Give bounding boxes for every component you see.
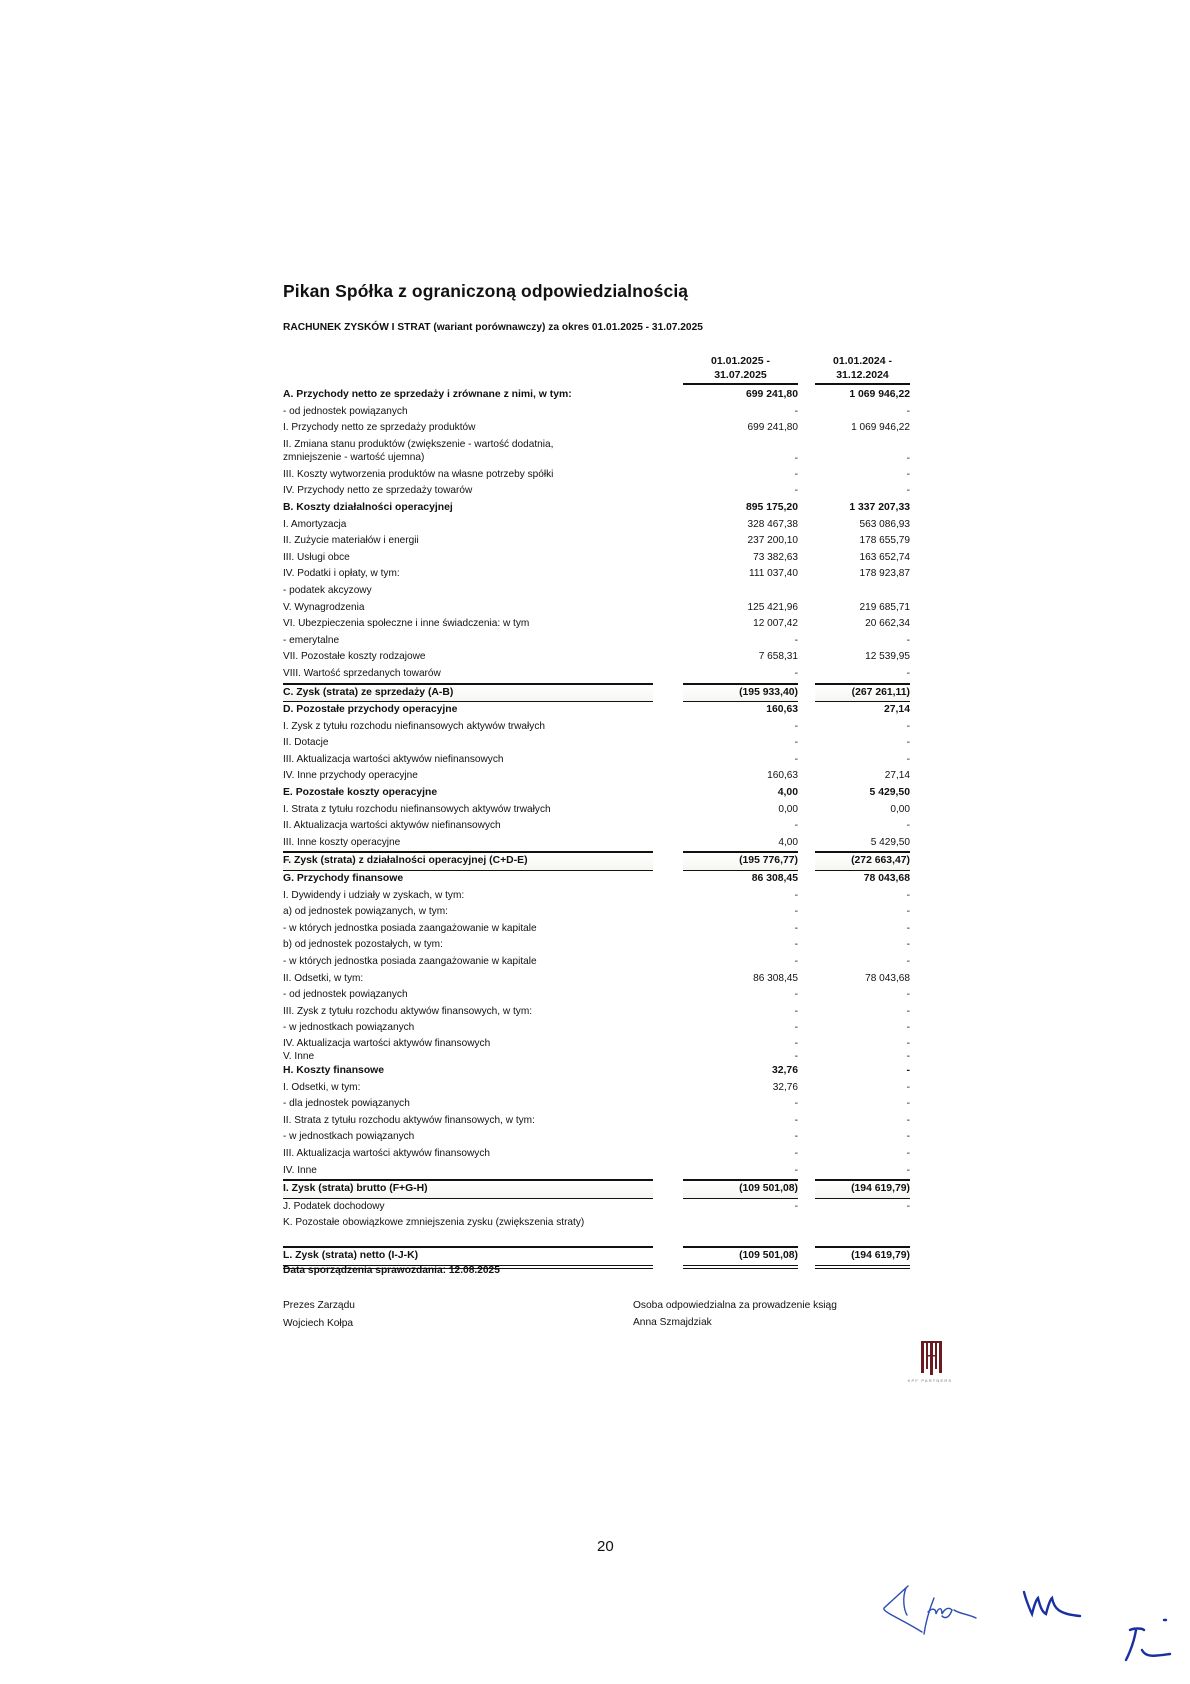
- value-2024: 20 662,34: [865, 618, 910, 630]
- row-label: G. Przychody finansowe: [283, 873, 404, 885]
- signatory-right-name: Anna Szmajdziak: [633, 1317, 712, 1328]
- value-2024: -: [906, 452, 910, 464]
- value-2024: (194 619,79): [851, 1249, 910, 1261]
- table-row: [283, 1163, 910, 1180]
- row-label: - w jednostkach powiązanych: [283, 1131, 415, 1143]
- value-2025: -: [794, 468, 798, 480]
- column-header-2024-line1: 01.01.2024 -: [833, 355, 892, 367]
- value-2025: 7 658,31: [758, 651, 798, 663]
- table-row: [283, 702, 910, 719]
- table-row: [283, 550, 910, 567]
- subtotal-row: [283, 851, 910, 871]
- row-label: C. Zysk (strata) ze sprzedaży (A-B): [283, 686, 454, 698]
- value-2024: -: [906, 1037, 910, 1049]
- statement-rows: [283, 387, 910, 1269]
- row-label: VI. Ubezpieczenia społeczne i inne świadczenia: w tym: [283, 618, 530, 630]
- value-2024: -: [906, 1081, 910, 1093]
- table-row: [283, 719, 910, 736]
- table-row: [283, 818, 910, 835]
- row-label: III. Usługi obce: [283, 551, 350, 563]
- table-row: [283, 971, 910, 988]
- value-2025: -: [794, 737, 798, 749]
- table-row: [283, 483, 910, 500]
- row-label: I. Zysk (strata) brutto (F+G-H): [283, 1183, 428, 1195]
- value-2024: -: [906, 906, 910, 918]
- value-2025: -: [794, 720, 798, 732]
- value-2024: 5 429,50: [869, 787, 910, 799]
- row-label: I. Zysk z tytułu rozchodu niefinansowych aktywów trwałych: [283, 720, 545, 732]
- row-label: I. Strata z tytułu rozchodu niefinansowych aktywów trwałych: [283, 803, 551, 815]
- value-2025: 699 241,80: [745, 389, 798, 400]
- row-label: B. Koszty działalności operacyjnej: [283, 501, 453, 513]
- value-2024: 219 685,71: [859, 601, 910, 613]
- row-label: II. Strata z tytułu rozchodu aktywów finansowych, w tym:: [283, 1114, 535, 1126]
- column-header-2025: [683, 354, 798, 385]
- table-row: [283, 533, 910, 550]
- value-2024: 78 043,68: [863, 873, 910, 885]
- value-2025: -: [794, 939, 798, 951]
- value-2024: (272 663,47): [851, 855, 910, 867]
- row-label: H. Koszty finansowe: [283, 1064, 385, 1076]
- value-2025: 111 037,40: [748, 568, 798, 580]
- value-2025: 237 200,10: [747, 535, 798, 547]
- row-label: D. Pozostałe przychody operacyjne: [283, 704, 458, 716]
- value-2024: -: [906, 1200, 910, 1212]
- value-2025: -: [794, 634, 798, 646]
- value-2024: -: [906, 956, 910, 967]
- row-label: I. Przychody netto ze sprzedaży produktów: [283, 422, 476, 434]
- row-label: - od jednostek powiązanych: [283, 405, 408, 417]
- row-label: IV. Aktualizacja wartości aktywów finansowych: [283, 1037, 491, 1049]
- row-label: II. Zmiana stanu produktów (zwiększenie - wartość dodatnia, zmniejszenie - wartość ujemna): [283, 438, 554, 463]
- value-2025: 12 007,42: [753, 618, 798, 630]
- table-row: [283, 921, 910, 938]
- value-2024: -: [906, 468, 910, 480]
- kpf-partners-logo: [905, 1340, 955, 1388]
- value-2024: 12 539,95: [865, 651, 910, 663]
- value-2024: 1 337 207,33: [849, 501, 910, 513]
- value-2025: 86 308,45: [753, 972, 798, 984]
- table-row: [283, 666, 910, 683]
- table-row: [283, 616, 910, 633]
- value-2025: (195 933,40): [739, 686, 798, 698]
- table-row: [283, 566, 910, 583]
- value-2024: 27,14: [884, 770, 910, 782]
- row-label: III. Koszty wytworzenia produktów na własne potrzeby spółki: [283, 468, 554, 480]
- value-2025: -: [794, 906, 798, 918]
- value-2024: 5 429,50: [870, 836, 910, 848]
- table-row: [283, 600, 910, 617]
- value-2024: 0,00: [890, 803, 910, 815]
- row-label: II. Dotacje: [283, 737, 329, 749]
- table-row: [283, 785, 910, 802]
- table-row: [283, 904, 910, 921]
- row-label: VII. Pozostałe koszty rodzajowe: [283, 651, 426, 663]
- row-label: V. Wynagrodzenia: [283, 601, 365, 613]
- value-2025: 160,63: [767, 770, 798, 782]
- value-2024: -: [906, 922, 910, 934]
- table-row: [283, 1020, 910, 1037]
- value-2025: -: [794, 1098, 798, 1110]
- row-label: IV. Podatki i opłaty, w tym:: [283, 568, 400, 580]
- value-2025: 699 241,80: [747, 422, 798, 434]
- value-2025: -: [794, 753, 798, 765]
- value-2025: -: [794, 1037, 798, 1049]
- subtotal-row: [283, 1179, 910, 1199]
- row-label: III. Zysk z tytułu rozchodu aktywów finansowych, w tym:: [283, 1005, 533, 1017]
- company-name: Pikan Spółka z ograniczoną odpowiedzialnością: [283, 281, 689, 301]
- value-2025: -: [794, 989, 798, 1001]
- row-label: K. Pozostałe obowiązkowe zmniejszenia zysku (zwiększenia straty): [283, 1217, 585, 1229]
- column-header-2025-line1: 01.01.2025 -: [711, 355, 770, 367]
- value-2024: 1 069 946,22: [849, 389, 910, 400]
- spacer: [283, 1232, 910, 1246]
- row-label: IV. Inne przychody operacyjne: [283, 770, 418, 782]
- table-row: [283, 1063, 910, 1080]
- subtotal-row: [283, 683, 910, 703]
- value-2025: (195 776,77): [739, 855, 798, 867]
- table-row: [283, 517, 910, 534]
- value-2024: 163 652,74: [859, 551, 910, 563]
- value-2024: -: [906, 989, 910, 1001]
- table-row: [283, 1050, 910, 1063]
- row-label: - dla jednostek powiązanych: [283, 1098, 410, 1110]
- table-row: [283, 1129, 910, 1146]
- value-2024: (267 261,11): [851, 686, 910, 698]
- value-2024: -: [906, 667, 910, 679]
- value-2025: -: [794, 1200, 798, 1212]
- row-label: III. Aktualizacja wartości aktywów finansowych: [283, 1147, 491, 1159]
- value-2024: 563 086,93: [859, 518, 910, 530]
- row-label: IV. Inne: [283, 1164, 317, 1176]
- value-2025: -: [794, 1005, 798, 1017]
- table-row: [283, 633, 910, 650]
- table-row: [283, 1004, 910, 1021]
- value-2024: -: [906, 1131, 910, 1143]
- row-label: V. Inne: [283, 1050, 315, 1062]
- row-label: I. Amortyzacja: [283, 518, 347, 530]
- row-label: III. Inne koszty operacyjne: [283, 836, 401, 848]
- page-number: 20: [597, 1538, 614, 1555]
- value-2024: -: [906, 1022, 910, 1034]
- value-2024: -: [906, 820, 910, 832]
- row-label: E. Pozostałe koszty operacyjne: [283, 787, 438, 799]
- row-label: b) od jednostek pozostałych, w tym:: [283, 939, 443, 951]
- table-row: [283, 1215, 910, 1232]
- signatory-left-role: Prezes Zarządu: [283, 1300, 355, 1311]
- row-label: - emerytalne: [283, 634, 340, 646]
- table-row: [283, 871, 910, 888]
- value-2025: 32,76: [771, 1064, 798, 1076]
- table-row: [283, 1080, 910, 1097]
- table-row: [283, 1113, 910, 1130]
- value-2024: -: [906, 1064, 910, 1076]
- row-label: I. Odsetki, w tym:: [283, 1081, 361, 1093]
- signatory-left-name: Wojciech Kołpa: [283, 1318, 354, 1329]
- value-2025: -: [794, 405, 798, 417]
- value-2025: 160,63: [766, 704, 798, 716]
- row-label: A. Przychody netto ze sprzedaży i zrównane z nimi, w tym:: [283, 389, 572, 400]
- value-2025: 895 175,20: [745, 501, 798, 513]
- value-2025: -: [794, 1050, 798, 1062]
- table-row: [283, 835, 910, 852]
- logo-mark-icon: [905, 1340, 955, 1376]
- statement-title: RACHUNEK ZYSKÓW I STRAT (wariant porównawczy) za okres 01.01.2025 - 31.07.2025: [283, 322, 703, 333]
- table-row: [283, 437, 910, 467]
- table-row: [283, 387, 910, 404]
- table-row: [283, 404, 910, 421]
- table-row: [283, 420, 910, 437]
- table-row: [283, 467, 910, 484]
- row-label: - w których jednostka posiada zaangażowanie w kapitale: [283, 956, 537, 967]
- value-2025: -: [794, 820, 798, 832]
- value-2024: 178 655,79: [859, 535, 910, 547]
- value-2024: -: [906, 939, 910, 951]
- logo-text: KPF PARTNERS: [907, 1378, 953, 1383]
- table-row: [283, 937, 910, 954]
- value-2025: 328 467,38: [747, 518, 798, 530]
- row-label: I. Dywidendy i udziały w zyskach, w tym:: [283, 889, 465, 901]
- table-row: [283, 1096, 910, 1113]
- value-2024: -: [906, 737, 910, 749]
- value-2025: (109 501,08): [739, 1183, 798, 1195]
- table-row: [283, 1037, 910, 1050]
- value-2024: -: [906, 1114, 910, 1126]
- value-2024: -: [906, 405, 910, 417]
- value-2025: 0,00: [778, 803, 798, 815]
- table-row: [283, 735, 910, 752]
- table-row: [283, 888, 910, 905]
- value-2025: 86 308,45: [751, 873, 798, 885]
- table-row: [283, 649, 910, 666]
- column-header-2024: [815, 354, 910, 385]
- table-row: [283, 1199, 910, 1216]
- row-label: II. Aktualizacja wartości aktywów niefinansowych: [283, 820, 501, 832]
- value-2024: 1 069 946,22: [851, 422, 910, 434]
- table-row: [283, 583, 910, 600]
- value-2025: 125 421,96: [747, 601, 798, 613]
- value-2025: -: [794, 667, 798, 679]
- report-date: Data sporządzenia sprawozdania: 12.08.2025: [283, 1265, 500, 1276]
- table-row: [283, 802, 910, 819]
- table-row: [283, 954, 910, 971]
- value-2025: -: [794, 1131, 798, 1143]
- value-2024: -: [906, 634, 910, 646]
- table-row: [283, 768, 910, 785]
- row-label: L. Zysk (strata) netto (I-J-K): [283, 1249, 419, 1261]
- value-2025: 32,76: [772, 1081, 798, 1093]
- row-label: - podatek akcyzowy: [283, 584, 372, 596]
- row-label: - od jednostek powiązanych: [283, 989, 408, 1001]
- row-label: J. Podatek dochodowy: [283, 1200, 385, 1212]
- value-2025: -: [794, 922, 798, 934]
- value-2024: -: [906, 753, 910, 765]
- row-label: II. Odsetki, w tym:: [283, 972, 364, 984]
- value-2025: -: [794, 485, 798, 497]
- value-2024: -: [906, 1098, 910, 1110]
- table-row: [283, 987, 910, 1004]
- value-2025: 73 382,63: [753, 551, 798, 563]
- handwritten-initials-icon: [880, 1580, 1190, 1684]
- row-label: - w jednostkach powiązanych: [283, 1022, 415, 1034]
- row-label: F. Zysk (strata) z działalności operacyjnej (C+D-E): [283, 855, 528, 867]
- column-header-2024-line2: 31.12.2024: [836, 369, 889, 381]
- value-2025: -: [794, 1164, 798, 1176]
- row-label: III. Aktualizacja wartości aktywów niefinansowych: [283, 753, 504, 765]
- value-2024: -: [906, 1050, 910, 1062]
- value-2025: -: [794, 452, 798, 464]
- row-label: VIII. Wartość sprzedanych towarów: [283, 667, 441, 679]
- value-2025: -: [794, 1114, 798, 1126]
- value-2024: -: [906, 1147, 910, 1159]
- value-2024: 27,14: [883, 704, 910, 716]
- value-2024: 78 043,68: [865, 972, 910, 984]
- column-header-2025-line2: 31.07.2025: [714, 369, 767, 381]
- value-2024: -: [906, 485, 910, 497]
- table-row: [283, 752, 910, 769]
- row-label: II. Zużycie materiałów i energii: [283, 535, 419, 547]
- value-2024: -: [906, 889, 910, 901]
- value-2025: 4,00: [778, 836, 798, 848]
- table-row: [283, 1146, 910, 1163]
- row-label: IV. Przychody netto ze sprzedaży towarów: [283, 485, 473, 497]
- value-2025: -: [794, 956, 798, 967]
- signatory-right-role: Osoba odpowiedzialna za prowadzenie ksiąg: [633, 1300, 837, 1311]
- value-2024: -: [906, 1005, 910, 1017]
- value-2025: -: [794, 1147, 798, 1159]
- table-row: [283, 500, 910, 517]
- row-label: - w których jednostka posiada zaangażowanie w kapitale: [283, 922, 537, 934]
- value-2024: -: [906, 720, 910, 732]
- value-2024: 178 923,87: [859, 568, 910, 580]
- row-label: a) od jednostek powiązanych, w tym:: [283, 906, 448, 918]
- value-2024: -: [906, 1164, 910, 1176]
- value-2024: (194 619,79): [851, 1183, 910, 1195]
- value-2025: (109 501,08): [739, 1249, 798, 1261]
- value-2025: 4,00: [777, 787, 798, 799]
- value-2025: -: [794, 889, 798, 901]
- value-2025: -: [794, 1022, 798, 1034]
